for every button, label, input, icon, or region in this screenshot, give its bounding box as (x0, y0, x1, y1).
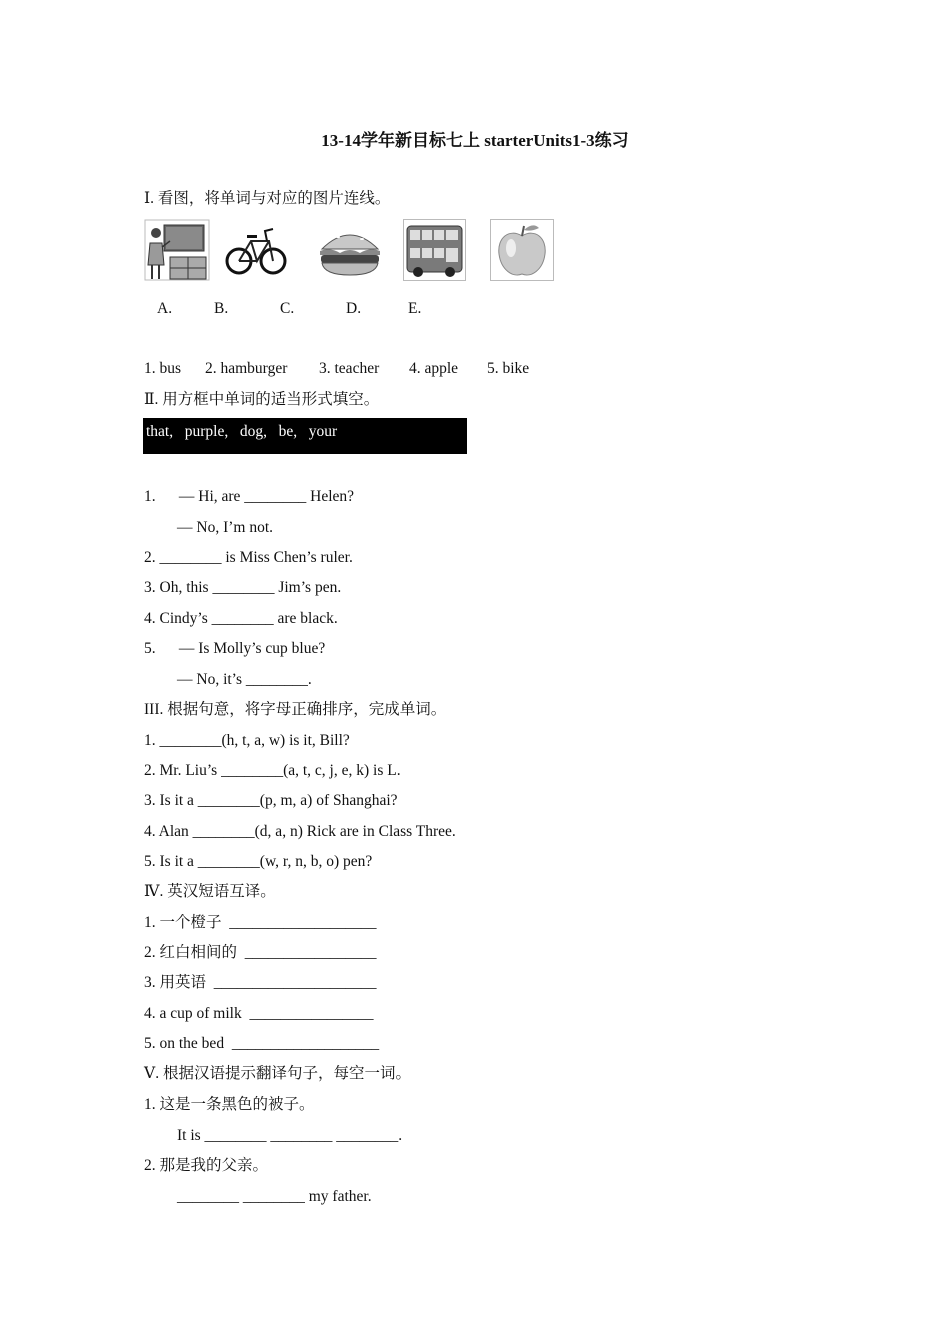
word-item: 4. apple (409, 360, 459, 377)
letter-label: B. (214, 300, 229, 317)
teacher-picture-icon (144, 219, 210, 281)
bike-picture-icon (225, 219, 289, 281)
question-line: 4. a cup of milk ________________ (144, 1005, 374, 1022)
question-line: 3. 用英语 _____________________ (144, 974, 377, 991)
word-box: that, purple, dog, be, your (143, 418, 467, 454)
word-item: 1. bus (144, 360, 182, 377)
question-line: 5. on the bed ___________________ (144, 1035, 380, 1052)
question-line: 4. Alan ________(d, a, n) Rick are in Class Three. (144, 823, 456, 840)
question-line: 2. 那是我的父亲。 (144, 1157, 269, 1174)
section2-heading: Ⅱ. 用方框中单词的适当形式填空。 (144, 391, 380, 408)
picture-letters (0, 300, 950, 320)
question-line: 2. ________ is Miss Chen’s ruler. (144, 549, 353, 566)
letter-label: E. (408, 300, 422, 317)
question-line: 1. ________(h, t, a, w) is it, Bill? (144, 732, 350, 749)
letter-label: C. (280, 300, 295, 317)
page-title: 13-14学年新目标七上 starterUnits1-3练习 (321, 131, 629, 150)
word-list (144, 360, 644, 380)
question-line: 3. Oh, this ________ Jim’s pen. (144, 579, 342, 596)
question-line: 3. Is it a ________(p, m, a) of Shanghai? (144, 792, 398, 809)
word-item: 3. teacher (319, 360, 380, 377)
question-line: — No, it’s ________. (177, 671, 312, 688)
question-line: 1. 一个橙子 ___________________ (144, 914, 377, 931)
question-line: 1. — Hi, are ________ Helen? (144, 488, 355, 505)
section5-heading: Ⅴ. 根据汉语提示翻译句子，每空一词。 (144, 1065, 411, 1082)
bus-picture-icon (403, 219, 466, 281)
question-line: — No, I’m not. (177, 519, 274, 536)
section3-heading: III. 根据句意，将字母正确排序，完成单词。 (144, 701, 447, 718)
apple-picture-icon (490, 219, 554, 281)
picture-row (0, 219, 950, 283)
question-line: 5. — Is Molly’s cup blue? (144, 640, 326, 657)
letter-label: A. (157, 300, 173, 317)
word-item: 5. bike (487, 360, 530, 377)
question-line: 1. 这是一条黑色的被子。 (144, 1096, 315, 1113)
question-line: It is ________ ________ ________. (177, 1127, 403, 1144)
hamburger-picture-icon (318, 219, 382, 281)
question-line: 2. Mr. Liu’s ________(a, t, c, j, e, k) is L. (144, 762, 401, 779)
section4-heading: Ⅳ. 英汉短语互译。 (144, 883, 276, 900)
word-item: 2. hamburger (205, 360, 288, 377)
question-line: ________ ________ my father. (177, 1188, 372, 1205)
section1-heading: Ⅰ. 看图，将单词与对应的图片连线。 (144, 190, 391, 207)
question-line: 5. Is it a ________(w, r, n, b, o) pen? (144, 853, 373, 870)
question-line: 2. 红白相间的 _________________ (144, 944, 377, 961)
letter-label: D. (346, 300, 362, 317)
question-line: 4. Cindy’s ________ are black. (144, 610, 338, 627)
